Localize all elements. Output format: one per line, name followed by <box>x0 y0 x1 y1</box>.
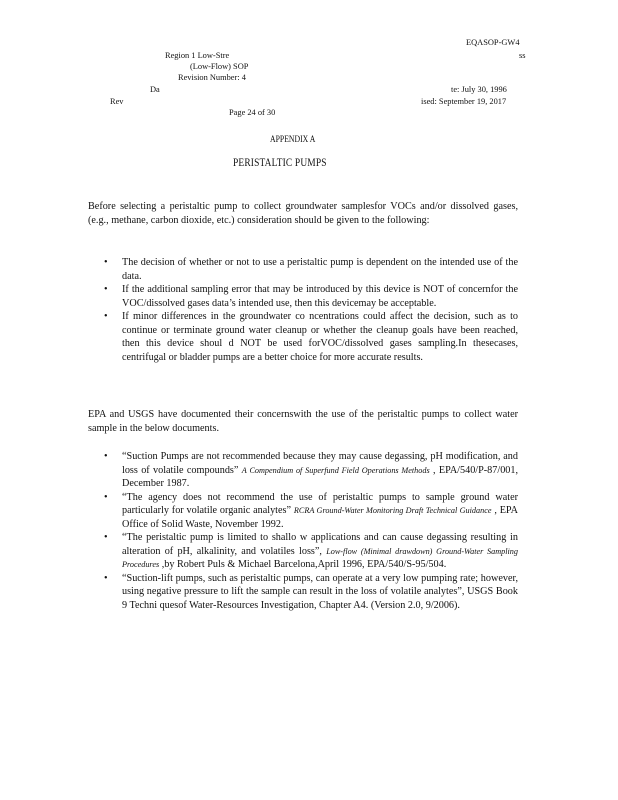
header-region-tail: ss <box>519 51 526 60</box>
documents-list <box>100 450 518 612</box>
bullet-icon: • <box>104 311 108 322</box>
list-item: • “The agency does not recommend the use of peristaltic pumps to sample ground water particularly for volatile organic analytes” RCRA Ground-Water Monitoring Draft Technical Guidance , EPA Office of Solid Waste, November 1992. <box>104 491 519 530</box>
intro-paragraph: Before selecting a peristaltic pump to collect groundwater samplesfor VOCs and/or dissolved gases, (e.g., methane, carbon dioxide, etc.) consideration should be given to the following: <box>88 201 518 226</box>
appendix-title: PERISTALTIC PUMPS <box>233 157 327 169</box>
header-page-line: Page 24 of 30 <box>229 108 276 117</box>
considerations-list <box>100 256 518 364</box>
header-rev-label: Rev <box>110 97 124 106</box>
bullet-icon: • <box>104 284 108 295</box>
list-item: • If minor differences in the groundwater co ncentrations could affect the decision, such as to continue or terminate ground water cleanup or whether the cleanup goals have been reached, then this device shoul d NOT be used forVOC/dissolved gases sampling.In thesecases, centrifugal or bladder pumps are a better choice for more accurate results. <box>104 311 518 363</box>
list-item: • If the additional sampling error that may be introduced by this device is NOT of concernfor the VOC/dissolved gases data’s intended use, then this devicemay be acceptable. <box>104 284 518 309</box>
list-item: • The decision of whether or not to use a peristaltic pump is dependent on the intended use of the data. <box>104 257 518 282</box>
bullet-icon: • <box>104 257 108 268</box>
header-da-label: Da <box>150 85 160 94</box>
appendix-label: APPENDIX A <box>270 134 316 144</box>
bullet-icon: • <box>104 451 108 462</box>
bullet-icon: • <box>104 572 108 584</box>
header-region-line: Region 1 Low-Stre <box>165 51 230 60</box>
bullet-icon: • <box>104 491 108 503</box>
documents-paragraph: EPA and USGS have documented their concernswith the use of the peristaltic pumps to collect water sample in the below documents. <box>88 409 518 434</box>
header-revised-date: ised: September 19, 2017 <box>421 97 507 106</box>
list-item: • “Suction-lift pumps, such as peristaltic pumps, can operate at a very low pumping rate; however, using negative pressure to lift the sample can result in the loss of volatile analytes”, USGS Book 9 Techni quesof Water-Resources Investigation, Chapter A4. (Version 2.0, 9/2006). <box>104 572 518 611</box>
list-item: • “Suction Pumps are not recommended because they may cause degassing, pH modification, and loss of volatile compounds” A Compendium of Superfund Field Operations Methods , EPA/540/P-87/001, December 1987. <box>104 451 519 489</box>
header-lowflow-line: (Low-Flow) SOP <box>190 62 249 71</box>
bullet-icon: • <box>104 532 108 543</box>
list-item: • “The peristaltic pump is limited to shallo w applications and can cause degassing resulting in alteration of pH, alkalinity, and volatiles loss”, Low-flow (Minimal drawdown) Ground-Water Sampling Procedures ,by Robert Puls & Michael Barcelona,April 1996, EPA/540/S-95/504. <box>104 532 518 570</box>
doc-id: EQASOP-GW4 <box>466 38 520 47</box>
header-date: te: July 30, 1996 <box>451 85 507 94</box>
header-revision-line: Revision Number: 4 <box>178 73 246 82</box>
